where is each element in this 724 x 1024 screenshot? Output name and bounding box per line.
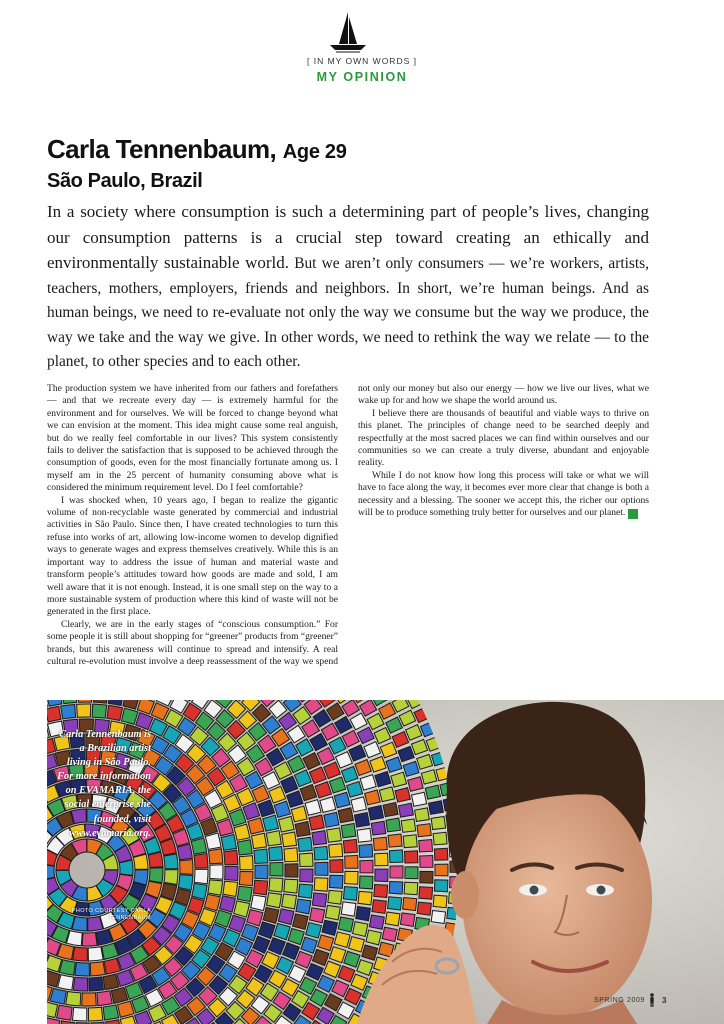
mosaic-tile: [221, 834, 236, 850]
mosaic-tile: [343, 887, 357, 901]
mosaic-tile: [353, 922, 368, 937]
mosaic-tile: [82, 993, 96, 1006]
mosaic-tile: [343, 839, 357, 853]
mosaic-tile: [50, 988, 66, 1004]
mosaic-tile: [417, 902, 431, 915]
mosaic-tile: [338, 917, 353, 932]
mosaic-tile: [194, 854, 208, 869]
mosaic-tile: [369, 915, 384, 929]
mosaic-tile: [419, 887, 433, 899]
mosaic-tile: [267, 893, 282, 908]
mosaic-tile: [149, 868, 163, 883]
mosaic-tile: [386, 818, 401, 832]
section-kicker: [ IN MY OWN WORDS ]: [307, 56, 417, 66]
mosaic-tile: [431, 910, 445, 923]
mosaic-tile: [225, 866, 238, 880]
mosaic-tile: [373, 837, 387, 850]
mosaic-tile: [358, 891, 372, 905]
author-location: São Paulo, Brazil: [47, 170, 203, 192]
mosaic-tile: [425, 785, 440, 799]
mosaic-tile: [434, 880, 447, 892]
mosaic-tile: [208, 849, 222, 864]
mosaic-tile: [164, 854, 178, 869]
mosaic-tile: [278, 909, 294, 925]
mosaic-tile: [375, 853, 388, 866]
mosaic-tile: [420, 871, 433, 883]
mosaic-tile: [420, 855, 433, 867]
mosaic-tile: [298, 884, 312, 898]
mosaic-tile: [251, 895, 266, 911]
mosaic-tile: [88, 947, 103, 961]
mosaic-tile: [282, 894, 297, 909]
mosaic-tile: [73, 1007, 87, 1021]
body-paragraph-last: [358, 470, 649, 520]
person-silhouette-icon: [649, 993, 655, 1007]
mosaic-tile: [351, 797, 367, 812]
mosaic-tile: [329, 875, 343, 888]
mosaic-tile: [360, 860, 373, 873]
body-paragraph: The production system we have inherited from our fathers and forefathers — and that we recreate every day — is extremely harmful for the environment and for ourselves. We will be forced to change beyond what we can envision at the moment. This idea might cause some real anguish, but do we really feel comfortable in our lives? This system consistently fails to deliver the satisfaction that is supposed to be achieved through the consumption of goods, even for the most financially fortunate among us. I myself am in the 25 percent of humanity consuming above what is considered the minimum requirement level. Do I feel comfortable?: [47, 383, 338, 494]
lead-intro: In a society where consumption is such a determining part of people’s lives, changing our consumption patterns is a crucial step toward creating an ethically and environmentally sustainable world.: [47, 202, 649, 272]
mosaic-tile: [405, 867, 418, 879]
mosaic-tile: [103, 1005, 119, 1020]
mosaic-tile: [239, 856, 253, 870]
mosaic-tile: [47, 865, 55, 880]
mosaic-tile: [415, 808, 430, 822]
mosaic-tile: [282, 832, 297, 847]
mosaic-tile: [234, 824, 250, 840]
mosaic-tile: [389, 850, 403, 863]
mosaic-tile: [299, 853, 313, 866]
mosaic-tile: [223, 881, 238, 896]
mosaic-tile: [338, 808, 353, 823]
mosaic-tile: [94, 700, 108, 703]
mosaic-tile: [208, 880, 223, 895]
mosaic-tile: [237, 840, 252, 855]
mosaic-tile: [309, 908, 324, 923]
mosaic-tile: [61, 704, 76, 718]
author-name: Carla Tennenbaum,: [47, 134, 277, 164]
mosaic-tile: [82, 932, 97, 946]
mosaic-tile: [417, 824, 431, 837]
mosaic-tile: [312, 831, 327, 845]
mosaic-tile: [58, 975, 74, 990]
mosaic-tile: [284, 848, 298, 862]
mosaic-tile: [345, 871, 358, 884]
mosaic-tile: [92, 704, 106, 718]
lead-rest: But we aren’t only consumers — we’re workers, artists, teachers, mothers, employers, friends and neighbors. In short, we’re human beings. And as human beings, we need to re-evaluate not only the way we consume but the way we produce, the way we take and the way we give. In other words, we need to rethink the way we relate — to the planet, to other species and to each other.: [47, 255, 649, 370]
mosaic-tile: [255, 865, 268, 879]
mosaic-tile: [57, 1005, 72, 1020]
mosaic-tile: [434, 848, 447, 860]
page-footer: [594, 993, 667, 1007]
mosaic-tile: [73, 947, 88, 961]
mosaic-tile: [293, 914, 309, 930]
mosaic-tile: [359, 876, 373, 889]
page-number: 3: [661, 995, 667, 1005]
mosaic-tile: [285, 864, 298, 877]
mosaic-tile: [403, 835, 417, 848]
mosaic-tile: [388, 897, 402, 910]
mosaic-tile: [119, 860, 133, 875]
mosaic-tile: [328, 890, 342, 904]
mosaic-tile: [103, 974, 119, 990]
mosaic-tile: [284, 879, 298, 893]
section-title: MY OPINION: [316, 70, 408, 84]
mosaic-tile: [296, 899, 311, 914]
mosaic-tile: [383, 802, 398, 816]
mosaic-tile: [90, 962, 105, 976]
mosaic-tile: [309, 815, 324, 830]
mosaic-tile: [253, 880, 267, 895]
mosaic-tile: [192, 884, 207, 900]
mosaic-tile: [78, 700, 92, 702]
mosaic-tile: [300, 869, 313, 882]
mosaic-tile: [239, 872, 253, 886]
mosaic-tile: [220, 896, 236, 912]
mosaic-tile: [263, 907, 279, 923]
mosaic-tile: [269, 846, 283, 860]
mosaic-tile: [178, 875, 193, 890]
mosaic-tile: [431, 816, 445, 829]
mosaic-tile: [327, 828, 342, 842]
mosaic-tile: [252, 833, 267, 848]
mosaic-tile: [237, 886, 252, 901]
body-paragraph-text: While I do not know how long this process will take or what we will have to face along the way, it becomes ever more clear that change is both a necessity and a blessing. The sooner we accept this, the richer our options will be to produce something truly better for ourselves and our planet.: [358, 469, 649, 519]
mosaic-tile: [266, 831, 281, 846]
mosaic-tile: [205, 833, 221, 849]
mosaic-tile: [77, 704, 91, 717]
mosaic-tile: [435, 864, 448, 876]
mosaic-tile: [401, 819, 415, 832]
issue-label: SPRING 2009: [593, 996, 645, 1004]
mosaic-tile: [75, 962, 90, 976]
mosaic-tile: [359, 844, 373, 857]
mosaic-tile: [88, 1007, 102, 1021]
mosaic-tile: [404, 882, 418, 895]
mosaic-tile: [374, 884, 388, 897]
mosaic-tile: [382, 927, 397, 941]
mosaic-tile: [66, 991, 81, 1005]
mosaic-tile: [371, 821, 386, 835]
mosaic-tile: [269, 878, 283, 892]
mosaic-tile: [389, 881, 403, 894]
mosaic-tile: [133, 854, 148, 869]
mosaic-tile: [47, 706, 61, 722]
mosaic-tile: [59, 960, 75, 975]
mosaic-tile: [295, 822, 310, 837]
mosaic-tile: [107, 705, 123, 720]
mosaic-tile: [224, 850, 238, 865]
mosaic-tile: [210, 865, 223, 879]
lead-paragraph: [47, 200, 649, 375]
mosaic-tile: [357, 828, 371, 842]
mosaic-tile: [315, 862, 328, 875]
mosaic-tile: [433, 895, 447, 908]
mosaic-tile: [134, 870, 148, 885]
mosaic-tile: [330, 860, 343, 873]
mosaic-tile: [73, 977, 87, 991]
mosaic-tile: [329, 844, 343, 857]
photo-caption: Carla Tennenbaum is a Brazilian artist living in São Paulo. For more information on EVAMARIA, the social enterprise she founded, visit www.evamaria.org.: [57, 729, 151, 839]
mosaic-tile: [411, 792, 426, 806]
mosaic-tile: [148, 852, 163, 867]
mosaic-tile: [354, 813, 369, 827]
mosaic-tile: [314, 878, 328, 891]
mosaic-tile: [191, 838, 207, 854]
article-body: [47, 383, 649, 675]
mosaic-tile: [356, 907, 371, 921]
mosaic-tile: [314, 846, 328, 860]
mosaic-tile: [368, 806, 383, 820]
mosaic-tile: [254, 849, 268, 863]
mosaic-tile: [395, 788, 410, 802]
mosaic-tile: [341, 823, 356, 837]
body-paragraph: Clearly, we are in the early stages of “conscious consumption.” For some people it is still about shopping for “greener” products from “greener” brands, but this awareness will continue to spread and intensify. A real cultural re-evolution must involve a deep reassessment of the way we spend not only our money but also our energy — how we live our lives, what we wake up for and how we shape the world around us.: [47, 383, 649, 667]
mosaic-tile: [388, 834, 402, 847]
mosaic-tile: [403, 898, 417, 911]
mosaic-tile: [312, 893, 327, 907]
mosaic-tile: [177, 844, 192, 860]
mosaic-tile: [398, 803, 413, 817]
mosaic-tile: [341, 902, 356, 916]
mosaic-tile: [385, 912, 400, 926]
mosaic-tile: [180, 860, 193, 875]
mosaic-tile: [324, 812, 339, 827]
mosaic-tile: [298, 837, 312, 851]
mosaic-tile: [419, 840, 433, 853]
author-age: Age 29: [282, 141, 347, 163]
mosaic-tile: [194, 869, 208, 883]
end-mark-icon: Y: [628, 509, 638, 519]
mosaic-tile: [345, 855, 358, 868]
mosaic-tile: [89, 977, 104, 991]
mosaic-tile: [433, 832, 447, 845]
mosaic-tile: [429, 801, 444, 815]
body-paragraph: I believe there are thousands of beautiful and viable ways to thrive on this planet. The principles of change need to be searched deeply and respectfully at the most sacred places we can find within ourselves and our communities so we can create a truly diverse, abundant and enjoyable reality.: [358, 407, 649, 469]
mosaic-tile: [97, 991, 112, 1006]
photo-credit: PHOTO COURTESY CARLA TENNENBAUM: [71, 908, 151, 921]
mosaic-tile: [375, 869, 388, 881]
sailboat-logo-icon: [326, 10, 370, 54]
mosaic-tile: [164, 870, 178, 885]
mosaic-tile: [404, 851, 417, 863]
mosaic-tile: [322, 920, 338, 935]
mosaic-tile: [372, 900, 386, 914]
author-photo: [47, 700, 724, 1024]
author-heading: [47, 134, 347, 165]
mosaic-tile: [279, 816, 295, 832]
body-paragraph: I was shocked when, 10 years ago, I began to realize the gigantic volume of non-recyclable waste generated by commercial and industrial activities in São Paulo. Since then, I have created technologies to turn this refuse into works of art, allowing low-income women to develop dignified ways to generate wages and express themselves creatively. While this is an important way to address the issue of human and material waste and transform people’s attitudes toward how goods are made and sold, I am well aware that it is not enough. Instead, it is one small step on the way to a more sustainable system of production where this kind of waste will not be generated in the first place.: [47, 494, 338, 618]
mosaic-tile: [270, 862, 283, 876]
mosaic-tile: [400, 913, 415, 927]
mosaic-tile: [325, 905, 340, 920]
mosaic-tile: [366, 930, 381, 945]
mosaic-tile: [390, 866, 403, 878]
